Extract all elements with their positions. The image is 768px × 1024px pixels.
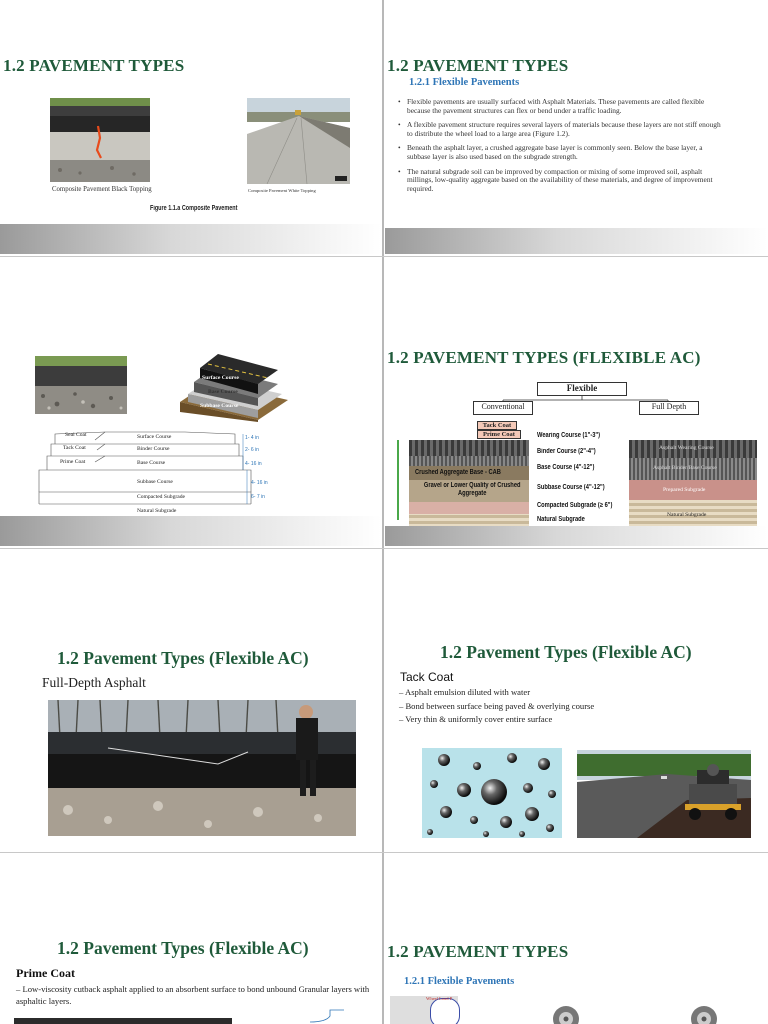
- layer-label: Base Course (4"-12"): [537, 464, 595, 471]
- slide-title: 1.2 PAVEMENT TYPES: [3, 56, 185, 75]
- wheel-load-diagram: [390, 996, 458, 1024]
- list-item: – Very thin & uniformly cover entire surface: [399, 713, 759, 727]
- slide-flexible-ac-types: [385, 340, 768, 546]
- row-divider: [0, 256, 768, 257]
- full-depth-layer-label: Prepared Subgrade: [663, 487, 706, 493]
- figure-label: Figure 1.1.a Composite Pavement: [150, 205, 238, 212]
- wheel-outline: [430, 998, 460, 1024]
- slide-flexible-pavements-text: [385, 40, 768, 254]
- slide-title: 1.2 PAVEMENT TYPES: [387, 56, 569, 75]
- prime-coat-text: Low-viscosity cutback asphalt applied to an absorbent surface to bond unbound Granular layers with asphaltic layers.: [16, 984, 370, 1006]
- slide-footer-bar: [0, 224, 382, 254]
- asphalt-section-photo: [35, 356, 127, 414]
- slide-heading: Prime Coat: [16, 966, 75, 980]
- slide-subheading: Full-Depth Asphalt: [42, 675, 146, 690]
- slide-flexible-pavements-load: [385, 928, 768, 1024]
- coat-label: Seal Coat: [65, 432, 87, 438]
- list-item: – Asphalt emulsion diluted with water: [399, 686, 759, 700]
- thickness-label: 2- 6 in: [245, 447, 259, 453]
- layer-label: Base Course: [137, 460, 166, 466]
- slide-tack-coat: [385, 632, 768, 850]
- white-topping-photo: [247, 98, 350, 184]
- bullet-list: [395, 98, 727, 199]
- block-label: Surface Course: [202, 375, 239, 381]
- full-depth-layer-stack: [629, 440, 757, 536]
- prime-coat-label: Prime Coat: [477, 430, 521, 439]
- slide-subtitle: 1.2.1 Flexible Pavements: [404, 976, 515, 987]
- row-divider: [0, 852, 768, 853]
- caption-white-topping: Composite Pavement White Topping: [248, 188, 316, 193]
- bullet-item: • Beneath the asphalt layer, a crushed aggregate base layer is commonly seen. Below the base layer, a subbase layer is also used based on the subgrade strength.: [395, 144, 727, 161]
- full-depth-asphalt-photo: [48, 700, 356, 836]
- subbase-fill-label: Gravel or Lower Quality of Crushed Aggregate: [423, 482, 521, 497]
- wheel-load-label: Wheel Load P: [426, 996, 453, 1001]
- black-topping-photo: [50, 98, 150, 182]
- slide-prime-coat: [0, 928, 382, 1024]
- slide-footer-bar: [385, 228, 768, 254]
- coat-label: Prime Coat: [60, 459, 86, 465]
- slide-title: 1.2 Pavement Types (Flexible AC): [57, 648, 309, 668]
- layer-label: Binder Course (2"-4"): [537, 448, 596, 455]
- slide-title: 1.2 PAVEMENT TYPES (FLEXIBLE AC): [387, 348, 701, 367]
- tack-coat-list: [399, 686, 759, 727]
- tire-icon: [551, 1004, 581, 1024]
- layer-label: Wearing Course (1"-3"): [537, 432, 601, 439]
- layer-label: Surface Course: [137, 434, 172, 440]
- row-divider: [0, 548, 768, 549]
- slide-footer-bar: [0, 516, 382, 546]
- slide-title: 1.2 PAVEMENT TYPES: [387, 942, 569, 961]
- layer-label: Subbase Course: [137, 479, 173, 485]
- layer-label: Compacted Subgrade (≥ 6"): [537, 502, 613, 509]
- prime-coat-description: – Low-viscosity cutback asphalt applied to an absorbent surface to bond unbound Granular layers with asphaltic layers.: [16, 984, 370, 1006]
- full-depth-layer-label: Asphalt Wearing Course: [659, 445, 714, 451]
- column-divider: [382, 0, 384, 1024]
- layer-label: Binder Course: [137, 446, 170, 452]
- tire-icon: [689, 1004, 719, 1024]
- base-fill-label: Crushed Aggregate Base - CAB: [415, 469, 501, 476]
- thickness-label: 4- 16 in: [251, 480, 268, 486]
- layer-block-illustration: [178, 342, 288, 422]
- thickness-label: 6- 7 in: [251, 494, 265, 500]
- tack-coat-truck-photo: [577, 750, 751, 838]
- layer-label: Compacted Subgrade: [137, 494, 186, 500]
- slide-subtitle: 1.2.1 Flexible Pavements: [409, 77, 520, 88]
- full-depth-layer-label: Asphalt Binder/Base Course: [653, 465, 717, 471]
- thickness-label: 4- 16 in: [245, 461, 262, 467]
- bullet-item: • The natural subgrade soil can be improved by compaction or mixing of some improved soil, asphalt millings, low-quality aggregate based on the availability of these materials, and degree of improvement required.: [395, 168, 727, 194]
- block-label: Base Course: [208, 389, 238, 395]
- conventional-layer-stack: [409, 440, 529, 536]
- flexible-root-box: Flexible: [537, 382, 627, 396]
- block-label: Subbase Course: [200, 403, 239, 409]
- caption-black-topping: Composite Pavement Black Topping: [52, 186, 152, 193]
- slide-footer-bar: [385, 526, 768, 546]
- depth-arrow: [397, 440, 399, 520]
- full-depth-box: Full Depth: [639, 401, 699, 415]
- thickness-label: 1- 4 in: [245, 435, 259, 441]
- layer-label: Natural Subgrade: [137, 508, 177, 514]
- tack-coat-label: Tack Coat: [477, 421, 517, 430]
- layer-label: Subbase Course (4"-12"): [537, 484, 605, 491]
- slide-composite-pavement: [0, 40, 382, 254]
- bullet-item: • A flexible pavement structure requires several layers of materials because these layers are not stiff enough to distribute the wheel load to a large area (Figure 1.2).: [395, 121, 727, 138]
- layer-stack-diagram: [35, 428, 290, 518]
- emulsion-droplets-illustration: [422, 748, 562, 838]
- layer-label: Natural Subgrade: [537, 516, 585, 523]
- list-item: – Bond between surface being paved & overlying course: [399, 700, 759, 714]
- full-depth-layer-label: Natural Subgrade: [667, 512, 707, 518]
- slide-title: 1.2 Pavement Types (Flexible AC): [57, 938, 309, 958]
- slide-title: 1.2 Pavement Types (Flexible AC): [440, 642, 692, 662]
- coat-label: Tack Coat: [63, 445, 86, 451]
- slide-full-depth-asphalt: [0, 632, 382, 850]
- conventional-box: Conventional: [473, 401, 533, 415]
- bullet-item: • Flexible pavements are usually surfaced with Asphalt Materials. These pavements are called flexible because the pavement structures can flex or bend under a traffic loading.: [395, 98, 727, 115]
- slide-heading: Tack Coat: [400, 670, 454, 684]
- prime-coat-pipe-sketch: [308, 1006, 358, 1024]
- prime-coat-photo: [14, 1018, 232, 1024]
- slide-pavement-layers-diagram: [0, 340, 382, 546]
